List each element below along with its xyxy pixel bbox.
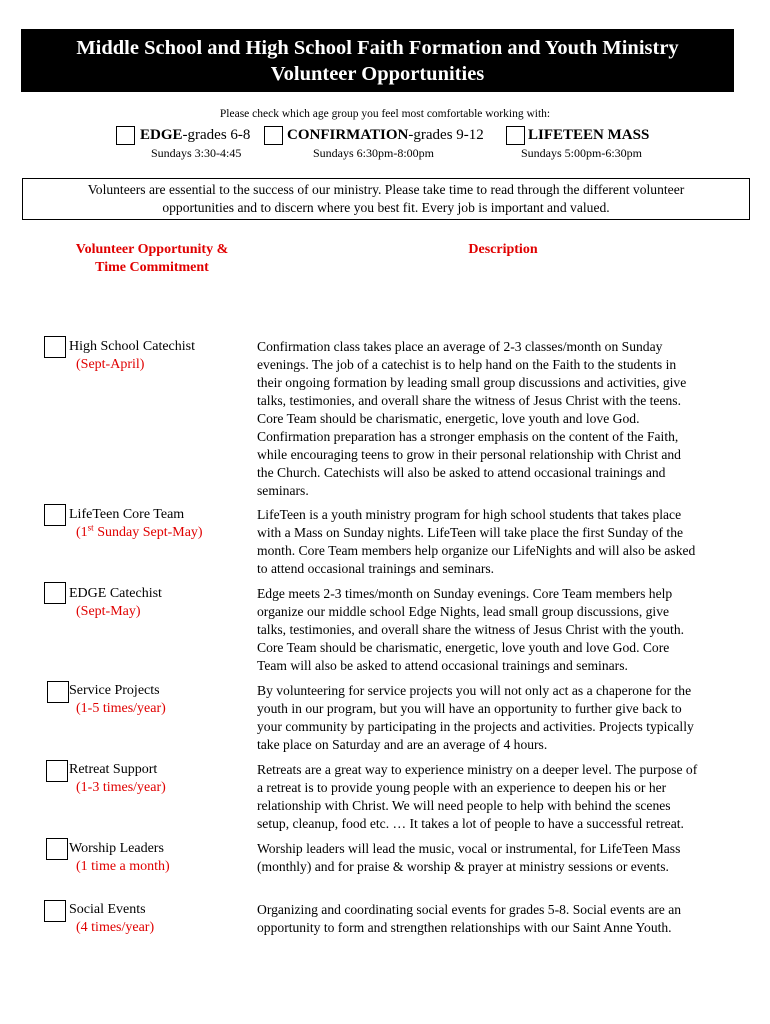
age-group-instruction: Please check which age group you feel most comfortable working with: <box>219 108 551 120</box>
opportunity-description: Confirmation class takes place an average of 2-3 classes/month on Sunday evenings. The job of a catechist is to help hand on the Faith to the students in their ongoing formation by leading small group discussions and activities, give talks, testimonies, and overall share the witness of Jesus Christ with the teens. Core Team should be charismatic, energetic, love youth and love God. Confirmation preparation has a stronger emphasis on the content of the Faith, while encouraging teens to grow in their personal relationship with Christ and the Church. Catechists will also be asked to attend occasional trainings and seminars. <box>257 339 687 498</box>
opportunity-name: Social Events <box>69 902 146 917</box>
confirmation-time: Sundays 6:30pm-8:00pm <box>313 146 435 160</box>
opportunity-time: (1 time a month) <box>76 859 170 874</box>
opportunity-name: LifeTeen Core Team <box>69 507 185 522</box>
edge-label: EDGE-grades 6-8 <box>140 127 251 143</box>
confirmation-checkbox[interactable] <box>264 126 283 145</box>
edge-checkbox[interactable] <box>116 126 135 145</box>
opportunity-time: (1st Sunday Sept-May) <box>76 522 203 540</box>
description-column-header: Description <box>468 242 538 257</box>
opportunity-time: (1-5 times/year) <box>76 701 166 716</box>
opportunity-description: By volunteering for service projects you will not only act as a chaperone for the youth in our program, but you will have an opportunity to further give back to your community by participating in the projects and activities. Projects typically take place on Saturday and are an average of 4 hours. <box>257 683 694 752</box>
lifeteen-mass-label: LIFETEEN MASS <box>528 127 650 143</box>
opportunity-time: (Sept-May) <box>76 604 141 619</box>
opportunity-description: Worship leaders will lead the music, vocal or instrumental, for LifeTeen Mass (monthly) and for praise & worship & prayer at ministry sessions or events. <box>257 841 681 874</box>
lifeteen-core-team-checkbox[interactable] <box>44 504 66 526</box>
opportunity-description: Edge meets 2-3 times/month on Sunday evenings. Core Team members help organize our middle school Edge Nights, lead small group discussions, give talks, testimonies, and overall share the witness of Jesus Christ with the youth. Core Team should be charismatic, energetic, love youth and love God. Core Team will also be asked to attend occasional trainings and seminars. <box>257 586 685 673</box>
title-line-1: Middle School and High School Faith Formation and Youth Ministry <box>76 37 679 59</box>
opportunity-time: (1-3 times/year) <box>76 780 166 795</box>
opportunity-description: LifeTeen is a youth ministry program for high school students that takes place with a Mass on Sunday nights. LifeTeen will take place the first Sunday of the month. Core Team members help organize our LifeNights and will also be asked to attend occasional trainings and seminars. <box>257 507 696 576</box>
opportunity-name: Worship Leaders <box>69 841 164 856</box>
opportunity-name: Service Projects <box>69 683 160 698</box>
intro-line-1: Volunteers are essential to the success of our ministry. Please take time to read through the different volunteer <box>87 182 685 197</box>
opportunity-description: Organizing and coordinating social events for grades 5-8. Social events are an opportunity to form and strengthen relationships with our Saint Anne Youth. <box>257 902 682 935</box>
opportunity-description: Retreats are a great way to experience ministry on a deeper level. The purpose of a retreat is to provide young people with an experience to deepen his or her relationship with Christ. We will need people to help with behind the scenes setup, cleanup, food etc. … It takes a lot of people to have a successful retreat. <box>257 762 698 831</box>
confirmation-label: CONFIRMATION-grades 9-12 <box>287 127 484 143</box>
edge-catechist-checkbox[interactable] <box>44 582 66 604</box>
intro-line-2: opportunities and to discern where you best fit. Every job is important and valued. <box>162 200 610 215</box>
high-school-catechist-checkbox[interactable] <box>44 336 66 358</box>
retreat-support-checkbox[interactable] <box>46 760 68 782</box>
opportunity-name: EDGE Catechist <box>69 586 162 601</box>
opportunity-time: (4 times/year) <box>76 920 155 935</box>
opportunity-column-header: Volunteer Opportunity & Time Commitment <box>75 242 229 275</box>
title-line-2: Volunteer Opportunities <box>270 63 485 85</box>
opportunity-name: High School Catechist <box>69 339 195 354</box>
intro-box <box>22 178 750 220</box>
social-events-checkbox[interactable] <box>44 900 66 922</box>
service-projects-checkbox[interactable] <box>47 681 69 703</box>
opportunity-name: Retreat Support <box>69 762 158 777</box>
edge-time: Sundays 3:30-4:45 <box>151 146 242 160</box>
lifeteen-mass-time: Sundays 5:00pm-6:30pm <box>521 146 643 160</box>
worship-leaders-checkbox[interactable] <box>46 838 68 860</box>
page-title <box>21 29 734 92</box>
opportunity-time: (Sept-April) <box>76 357 145 372</box>
lifeteen-mass-checkbox[interactable] <box>506 126 525 145</box>
